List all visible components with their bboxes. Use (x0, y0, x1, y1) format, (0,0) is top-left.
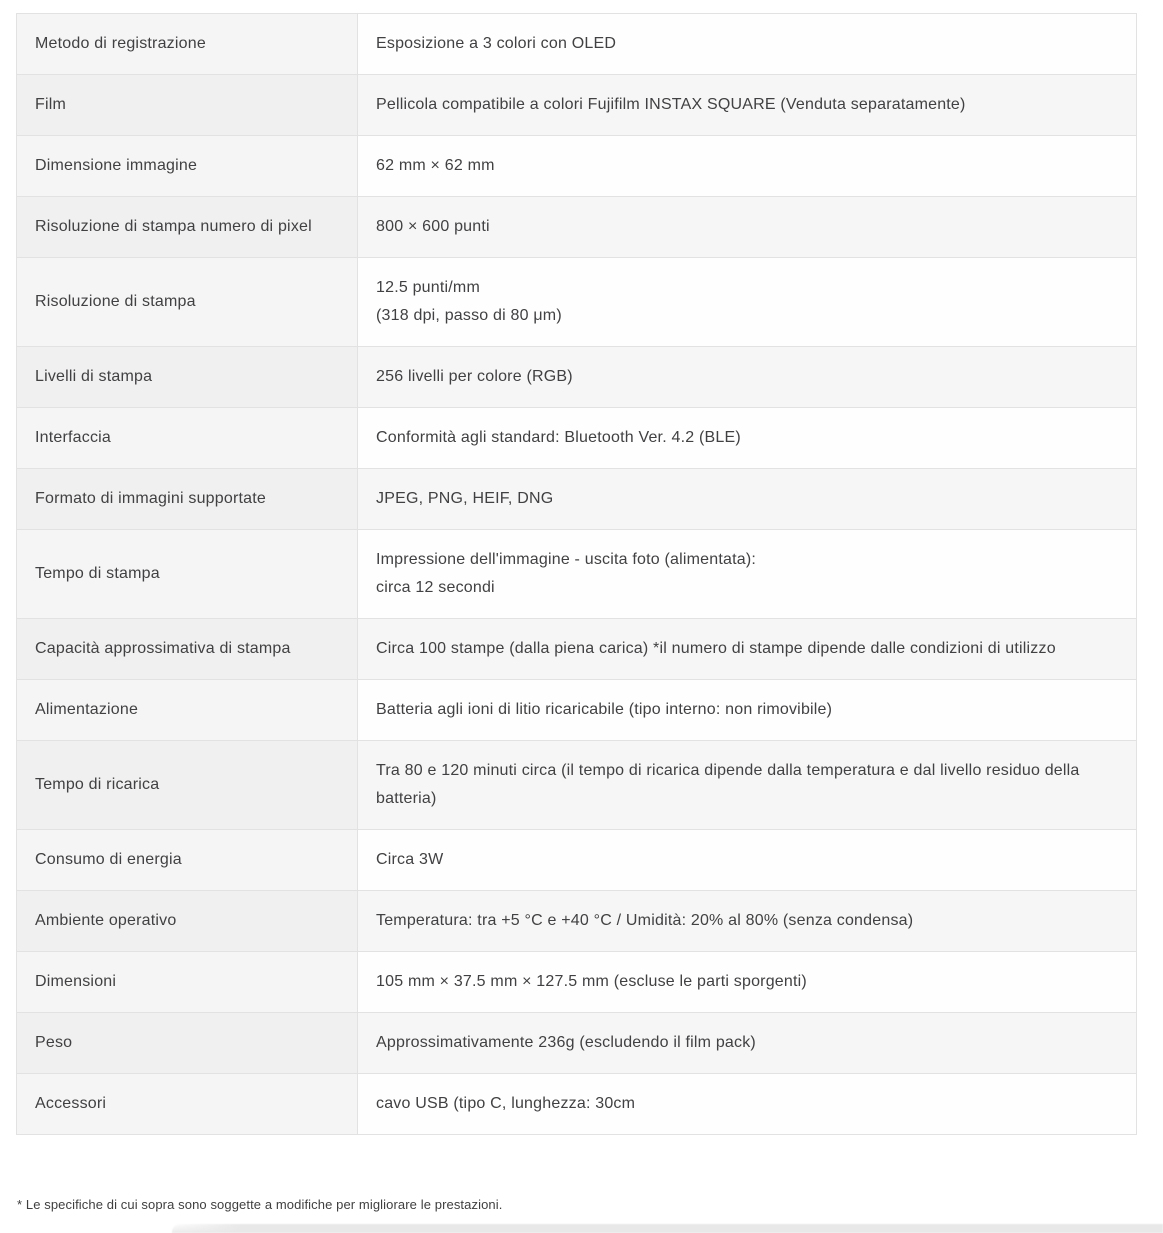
spec-value-line: Temperatura: tra +5 °C e +40 °C / Umidità: 20% al 80% (senza condensa) (376, 912, 914, 929)
spec-value-line: Approssimativamente 236g (escludendo il film pack) (376, 1034, 756, 1051)
spec-label: Tempo di ricarica (17, 741, 358, 830)
spec-label: Interfaccia (17, 408, 358, 469)
spec-value-line: 256 livelli per colore (RGB) (376, 368, 573, 385)
spec-value-line: 105 mm × 37.5 mm × 127.5 mm (escluse le parti sporgenti) (376, 973, 807, 990)
spec-label: Consumo di energia (17, 830, 358, 891)
spec-value (358, 1074, 1137, 1135)
spec-label: Livelli di stampa (17, 347, 358, 408)
spec-row-tempo-di-ricarica (17, 741, 1137, 830)
spec-value (358, 952, 1137, 1013)
spec-row-formato-immagini (17, 469, 1137, 530)
spec-value (358, 75, 1137, 136)
spec-label: Risoluzione di stampa (17, 258, 358, 347)
spec-value (358, 741, 1137, 830)
spec-value-line: (318 dpi, passo di 80 μm) (376, 307, 562, 324)
spec-value (358, 530, 1137, 619)
spec-value (358, 258, 1137, 347)
spec-label: Formato di immagini supportate (17, 469, 358, 530)
spec-label: Film (17, 75, 358, 136)
spec-value-line: Impressione dell'immagine - uscita foto (alimentata): (376, 551, 757, 568)
spec-value (358, 469, 1137, 530)
spec-value-line: Conformità agli standard: Bluetooth Ver. 4.2 (BLE) (376, 429, 741, 446)
spec-value-line: Pellicola compatibile a colori Fujifilm INSTAX SQUARE (Venduta separatamente) (376, 96, 966, 113)
spec-value-line: 62 mm × 62 mm (376, 157, 495, 174)
spec-value-line: circa 12 secondi (376, 579, 495, 596)
spec-row-ambiente-operativo (17, 891, 1137, 952)
spec-value (358, 619, 1137, 680)
spec-value (358, 197, 1137, 258)
spec-value-line: 12.5 punti/mm (376, 279, 480, 296)
spec-value (358, 408, 1137, 469)
bottom-bar (172, 1224, 1163, 1233)
spec-label: Metodo di registrazione (17, 14, 358, 75)
spec-value-line: Tra 80 e 120 minuti circa (il tempo di ricarica dipende dalla temperatura e dal livello residuo della batteria) (376, 762, 1080, 807)
spec-row-interfaccia (17, 408, 1137, 469)
spec-row-dimensione-immagine (17, 136, 1137, 197)
spec-value-line: Circa 100 stampe (dalla piena carica) *il numero di stampe dipende dalle condizioni di utilizzo (376, 640, 1056, 657)
spec-value (358, 14, 1137, 75)
spec-label: Risoluzione di stampa numero di pixel (17, 197, 358, 258)
spec-label: Accessori (17, 1074, 358, 1135)
spec-table (16, 13, 1137, 1135)
spec-row-dimensioni (17, 952, 1137, 1013)
spec-row-alimentazione (17, 680, 1137, 741)
spec-row-accessori (17, 1074, 1137, 1135)
spec-label: Capacità approssimativa di stampa (17, 619, 358, 680)
spec-value (358, 891, 1137, 952)
spec-row-risoluzione-pixel (17, 197, 1137, 258)
spec-value-line: cavo USB (tipo C, lunghezza: 30cm (376, 1095, 636, 1112)
spec-value (358, 1013, 1137, 1074)
spec-row-risoluzione-di-stampa (17, 258, 1137, 347)
spec-row-consumo-di-energia (17, 830, 1137, 891)
spec-row-metodo-di-registrazione (17, 14, 1137, 75)
spec-value-line: JPEG, PNG, HEIF, DNG (376, 490, 554, 507)
spec-label: Peso (17, 1013, 358, 1074)
spec-row-peso (17, 1013, 1137, 1074)
spec-row-livelli-di-stampa (17, 347, 1137, 408)
spec-label: Dimensioni (17, 952, 358, 1013)
spec-value-line: Esposizione a 3 colori con OLED (376, 35, 617, 52)
spec-label: Dimensione immagine (17, 136, 358, 197)
spec-label: Alimentazione (17, 680, 358, 741)
spec-row-capacita-stampa (17, 619, 1137, 680)
spec-row-tempo-di-stampa (17, 530, 1137, 619)
spec-value-line: Circa 3W (376, 851, 444, 868)
spec-value (358, 830, 1137, 891)
spec-value-line: Batteria agli ioni di litio ricaricabile (tipo interno: non rimovibile) (376, 701, 833, 718)
spec-row-film (17, 75, 1137, 136)
spec-value-line: 800 × 600 punti (376, 218, 490, 235)
spec-value (358, 136, 1137, 197)
spec-value (358, 347, 1137, 408)
spec-label: Ambiente operativo (17, 891, 358, 952)
spec-footnote: * Le specifiche di cui sopra sono soggette a modifiche per migliorare le prestazioni. (17, 1197, 503, 1212)
spec-label: Tempo di stampa (17, 530, 358, 619)
spec-value (358, 680, 1137, 741)
